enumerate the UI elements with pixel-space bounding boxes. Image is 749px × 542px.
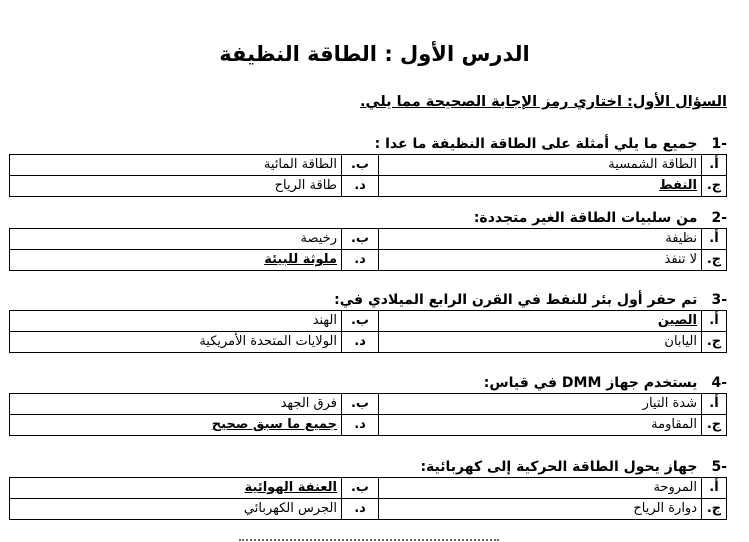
option-a[interactable] xyxy=(379,394,702,415)
question-instruction: السؤال الأول: اختاري رمز الإجابة الصحيحة مما يلي. xyxy=(360,94,727,110)
option-letter-a: أ. xyxy=(702,478,727,499)
option-text: النفط xyxy=(659,178,697,193)
option-text: طاقة الرياح xyxy=(274,178,337,193)
option-d[interactable] xyxy=(10,332,342,353)
option-b[interactable] xyxy=(10,155,342,176)
option-d[interactable] xyxy=(10,499,342,520)
question-5 xyxy=(24,457,727,520)
question-header xyxy=(24,290,727,310)
option-letter-a: أ. xyxy=(702,155,727,176)
options-table xyxy=(9,228,727,271)
option-letter-c: ج. xyxy=(702,499,727,520)
option-letter-d: د. xyxy=(342,499,379,520)
options-row xyxy=(10,176,727,197)
option-letter-b: ب. xyxy=(342,229,379,250)
options-row xyxy=(10,415,727,436)
options-row xyxy=(10,311,727,332)
question-1 xyxy=(24,134,727,197)
option-letter-a: أ. xyxy=(702,394,727,415)
option-d[interactable] xyxy=(10,250,342,271)
option-text: الجرس الكهربائي xyxy=(243,501,337,516)
cut-off-line xyxy=(239,534,499,542)
option-text: رخيصة xyxy=(300,231,337,246)
option-text: العنفة الهوائية xyxy=(244,480,337,495)
options-row xyxy=(10,229,727,250)
option-text: فرق الجهد xyxy=(280,396,337,411)
option-c[interactable] xyxy=(379,332,702,353)
question-text: من سلبيات الطاقة الغير متجددة: xyxy=(473,210,698,226)
option-d[interactable] xyxy=(10,176,342,197)
option-text: المروحة xyxy=(653,480,697,495)
option-d[interactable] xyxy=(10,415,342,436)
question-3 xyxy=(24,290,727,353)
option-b[interactable] xyxy=(10,311,342,332)
option-a[interactable] xyxy=(379,155,702,176)
question-4 xyxy=(24,373,727,436)
question-number: -4 xyxy=(711,375,727,391)
lesson-title: الدرس الأول : الطاقة النظيفة xyxy=(219,42,530,66)
option-letter-b: ب. xyxy=(342,478,379,499)
option-text: نظيفة xyxy=(665,231,697,246)
option-text: الطاقة الشمسية xyxy=(608,157,697,172)
option-a[interactable] xyxy=(379,311,702,332)
option-text: لا تنفذ xyxy=(664,252,697,267)
option-c[interactable] xyxy=(379,176,702,197)
options-row xyxy=(10,478,727,499)
option-letter-d: د. xyxy=(342,176,379,197)
option-letter-c: ج. xyxy=(702,415,727,436)
option-letter-b: ب. xyxy=(342,155,379,176)
option-c[interactable] xyxy=(379,499,702,520)
question-number: -5 xyxy=(711,459,727,475)
options-table xyxy=(9,310,727,353)
question-text: جميع ما يلي أمثلة على الطاقة النظيفة ما عدا : xyxy=(374,136,698,152)
option-text: دوارة الرياح xyxy=(633,501,697,516)
option-b[interactable] xyxy=(10,478,342,499)
option-text: الطاقة المائية xyxy=(263,157,337,172)
option-text: الصين xyxy=(657,313,697,328)
option-a[interactable] xyxy=(379,478,702,499)
options-row xyxy=(10,394,727,415)
options-row xyxy=(10,332,727,353)
option-text: الهند xyxy=(312,313,337,328)
options-table xyxy=(9,393,727,436)
option-text: جميع ما سبق صحيح xyxy=(211,417,337,432)
question-text: يستخدم جهاز DMM في قياس: xyxy=(483,375,698,391)
options-row xyxy=(10,155,727,176)
option-letter-c: ج. xyxy=(702,176,727,197)
option-letter-b: ب. xyxy=(342,394,379,415)
option-letter-b: ب. xyxy=(342,311,379,332)
option-text: شدة التيار xyxy=(642,396,697,411)
option-letter-d: د. xyxy=(342,415,379,436)
option-letter-d: د. xyxy=(342,250,379,271)
options-table xyxy=(9,154,727,197)
option-c[interactable] xyxy=(379,250,702,271)
option-b[interactable] xyxy=(10,394,342,415)
option-text: المقاومة xyxy=(651,417,697,432)
options-row xyxy=(10,499,727,520)
option-text: اليابان xyxy=(664,334,697,349)
question-header xyxy=(24,208,727,228)
question-header xyxy=(24,457,727,477)
option-a[interactable] xyxy=(379,229,702,250)
options-row xyxy=(10,250,727,271)
option-c[interactable] xyxy=(379,415,702,436)
question-number: -1 xyxy=(711,136,727,152)
options-table xyxy=(9,477,727,520)
option-letter-a: أ. xyxy=(702,311,727,332)
option-letter-d: د. xyxy=(342,332,379,353)
option-letter-c: ج. xyxy=(702,250,727,271)
question-header xyxy=(24,373,727,393)
question-2 xyxy=(24,208,727,271)
question-number: -2 xyxy=(711,210,727,226)
option-text: الولايات المتحدة الأمريكية xyxy=(199,334,337,349)
option-letter-c: ج. xyxy=(702,332,727,353)
question-header xyxy=(24,134,727,154)
option-letter-a: أ. xyxy=(702,229,727,250)
option-b[interactable] xyxy=(10,229,342,250)
question-text: تم حفر أول بئر للنفط في القرن الرابع الميلادي في: xyxy=(334,292,698,308)
question-number: -3 xyxy=(711,292,727,308)
option-text: ملوثة للبيئة xyxy=(264,252,337,267)
question-text: جهاز يحول الطاقة الحركية إلى كهربائية: xyxy=(420,459,698,475)
